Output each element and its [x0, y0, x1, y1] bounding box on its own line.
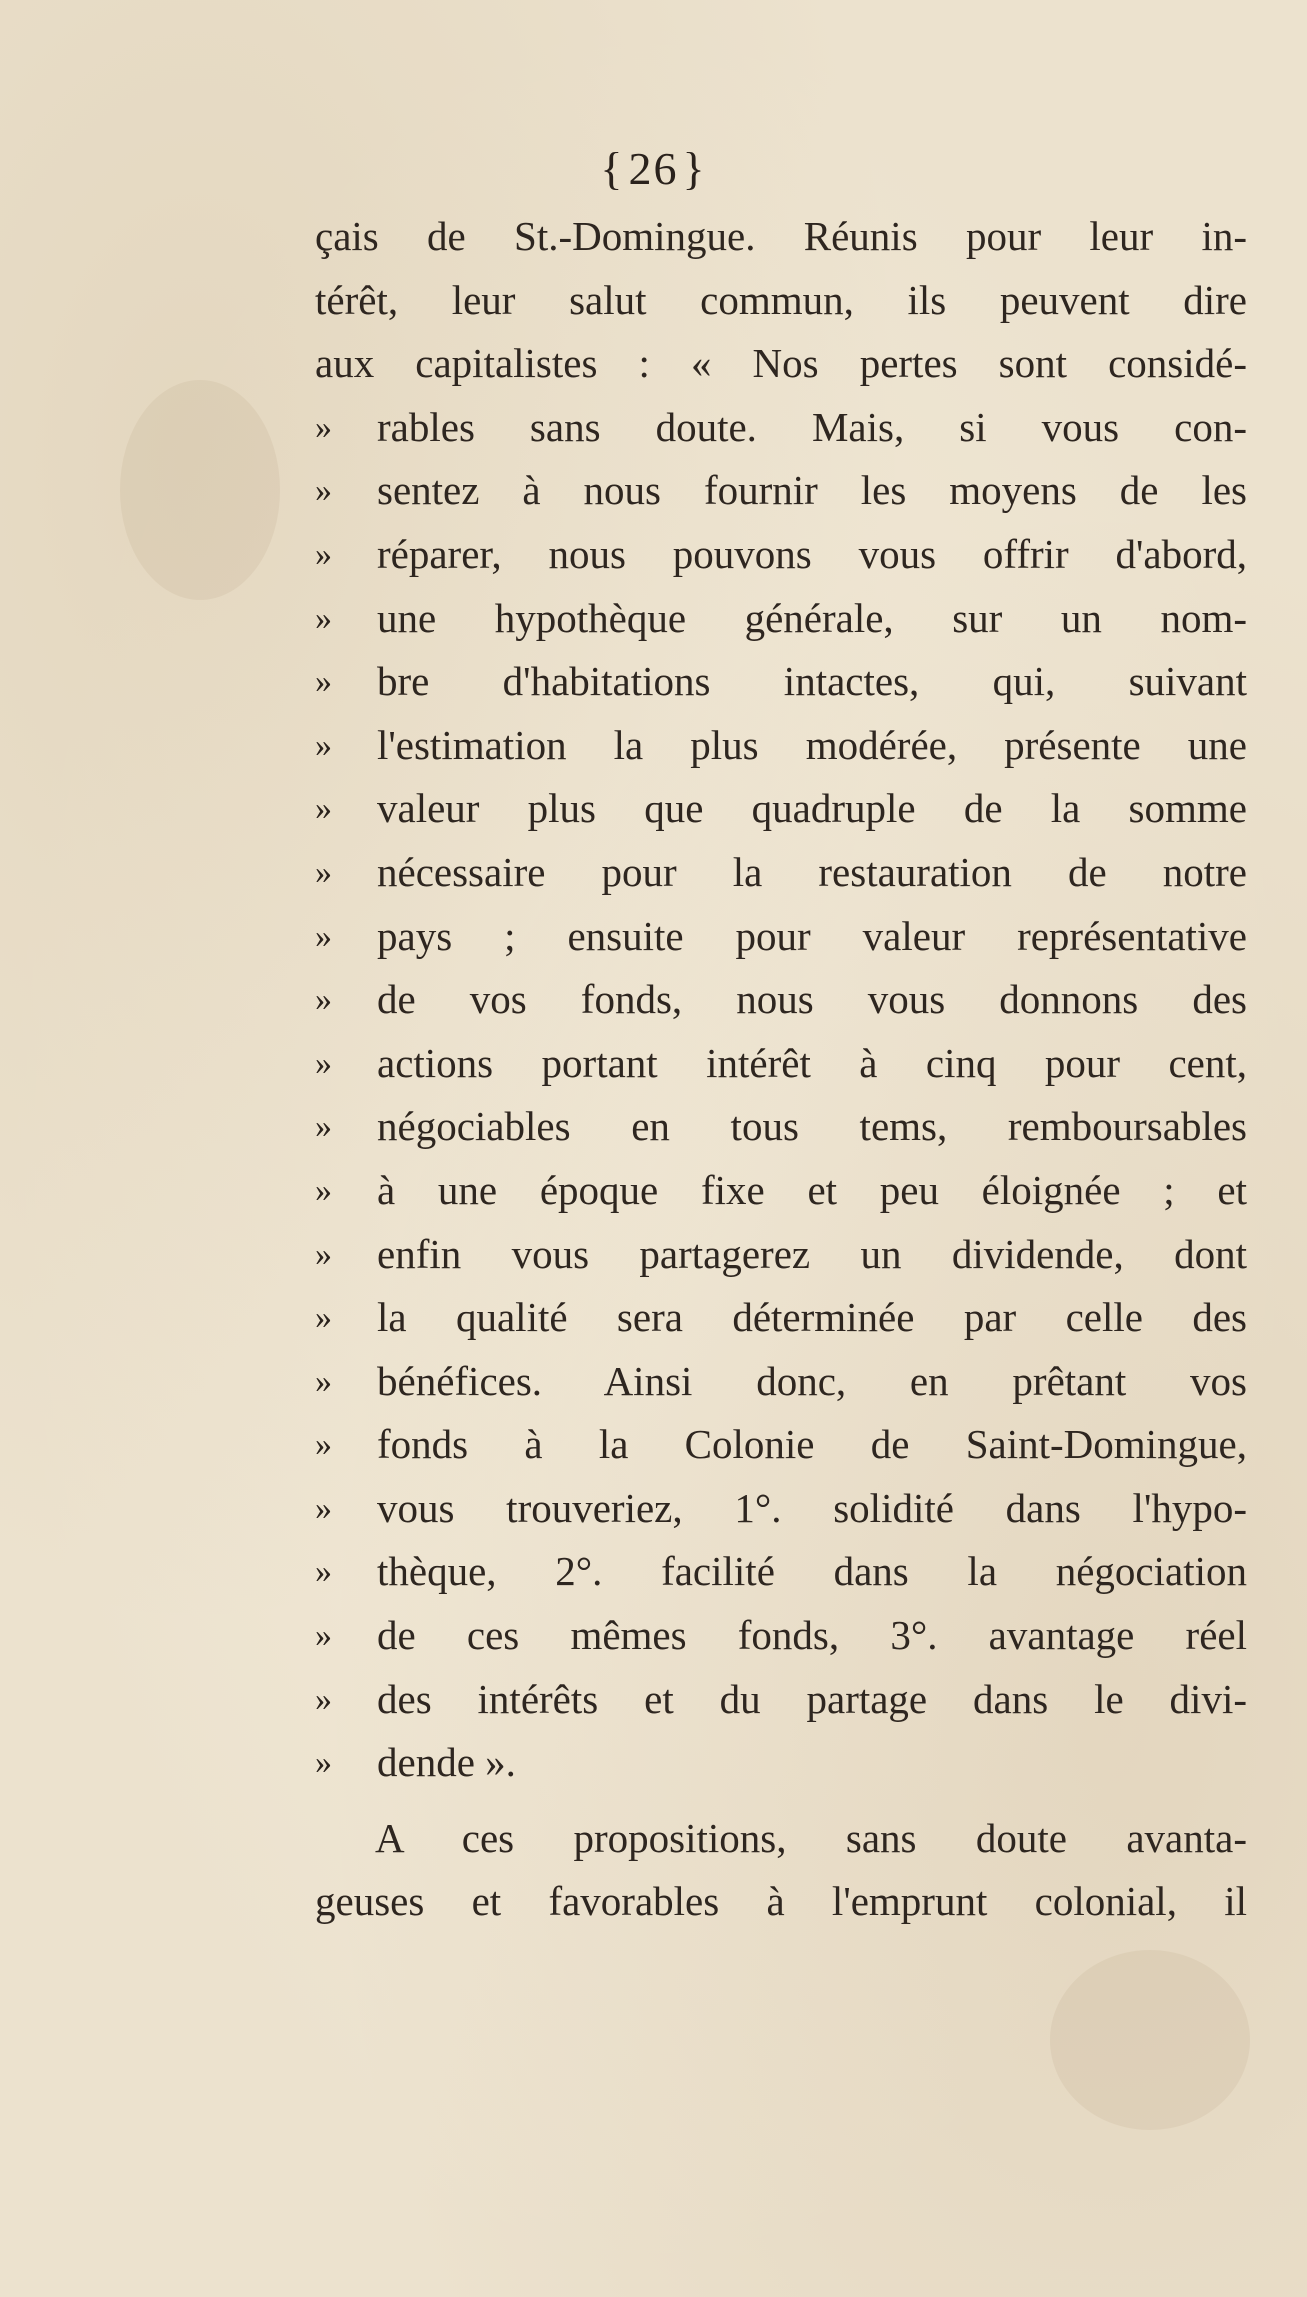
line-text: à une époque fixe et peu éloignée ; et [377, 1166, 1247, 1213]
line-text: valeur plus que quadruple de la somme [377, 785, 1247, 832]
quote-mark: » [315, 663, 332, 701]
body-text [315, 205, 1247, 1934]
line-text: çais de St.-Domingue. Réunis pour leur in- [315, 213, 1247, 259]
quoted-line [315, 1095, 1247, 1159]
line-text: sentez à nous fournir les moyens de les [377, 467, 1247, 514]
page-number-value: 26 [628, 143, 679, 194]
line-text: geuses et favorables à l'emprunt colonial, il [315, 1878, 1247, 1925]
text-line [315, 332, 1247, 396]
quote-mark: » [315, 1299, 332, 1337]
quoted-line [315, 396, 1247, 460]
quoted-line [315, 1159, 1247, 1223]
line-text: des intérêts et du partage dans le divi- [377, 1675, 1247, 1722]
quoted-line [315, 523, 1247, 587]
line-text: rables sans doute. Mais, si vous con- [377, 403, 1247, 450]
paragraph-line [315, 1807, 1247, 1871]
line-text: enfin vous partagerez un dividende, dont [377, 1230, 1247, 1277]
quote-mark: » [315, 1235, 332, 1273]
line-text: thèque, 2°. facilité dans la négociation [377, 1548, 1247, 1595]
quoted-line [315, 1413, 1247, 1477]
line-text: A ces propositions, sans doute avanta- [375, 1814, 1247, 1861]
quote-mark: » [315, 599, 332, 637]
quote-mark: » [315, 726, 332, 764]
quote-mark: » [315, 981, 332, 1019]
quote-mark: » [315, 853, 332, 891]
quote-mark: » [315, 1553, 332, 1591]
quote-mark: » [315, 535, 332, 573]
quoted-line [315, 1668, 1247, 1732]
quoted-line [315, 905, 1247, 969]
quoted-line [315, 1731, 1247, 1795]
text-line [315, 205, 1247, 269]
line-text: l'estimation la plus modérée, présente une [377, 721, 1247, 768]
quoted-line [315, 1286, 1247, 1350]
quote-mark: » [315, 1108, 332, 1146]
line-text: bre d'habitations intactes, qui, suivant [377, 658, 1247, 705]
quote-mark: » [315, 1744, 332, 1782]
line-text: la qualité sera déterminée par celle des [377, 1294, 1247, 1341]
line-text: vous trouveriez, 1°. solidité dans l'hypo- [377, 1484, 1247, 1531]
quote-mark: » [315, 917, 332, 955]
line-text: de ces mêmes fonds, 3°. avantage réel [377, 1612, 1247, 1659]
quoted-line [315, 1477, 1247, 1541]
line-text: une hypothèque générale, sur un nom- [377, 594, 1247, 641]
quoted-line [315, 841, 1247, 905]
paper-stain [1050, 1950, 1250, 2130]
line-text: pays ; ensuite pour valeur représentative [377, 912, 1247, 959]
quoted-line [315, 714, 1247, 778]
line-text: fonds à la Colonie de Saint-Domingue, [377, 1421, 1247, 1468]
quoted-line [315, 650, 1247, 714]
line-text: réparer, nous pouvons vous offrir d'abord, [377, 530, 1247, 577]
text-line [315, 269, 1247, 333]
quoted-line [315, 1540, 1247, 1604]
quoted-line [315, 587, 1247, 651]
line-text: aux capitalistes : « Nos pertes sont considé- [315, 340, 1247, 387]
quote-mark: » [315, 472, 332, 510]
quote-mark: » [315, 1044, 332, 1082]
quote-mark: » [315, 1362, 332, 1400]
line-text: dende ». [377, 1739, 516, 1786]
line-text: négociables en tous tems, remboursables [377, 1103, 1247, 1150]
quote-mark: » [315, 790, 332, 828]
line-text: nécessaire pour la restauration de notre [377, 848, 1247, 895]
quote-mark: » [315, 408, 332, 446]
folio-bracket-close: } [682, 143, 707, 194]
quote-mark: » [315, 1680, 332, 1718]
line-text: actions portant intérêt à cinq pour cent, [377, 1039, 1247, 1086]
quote-mark: » [315, 1617, 332, 1655]
quoted-line [315, 1223, 1247, 1287]
quoted-line [315, 968, 1247, 1032]
quoted-line [315, 777, 1247, 841]
quoted-line [315, 459, 1247, 523]
line-text: de vos fonds, nous vous donnons des [377, 976, 1247, 1023]
page-number [0, 142, 1307, 195]
line-text: bénéfices. Ainsi donc, en prêtant vos [377, 1357, 1247, 1404]
quote-mark: » [315, 1171, 332, 1209]
line-text: térêt, leur salut commun, ils peuvent dire [315, 276, 1247, 323]
quote-mark: » [315, 1489, 332, 1527]
quoted-line [315, 1032, 1247, 1096]
paragraph-line [315, 1870, 1247, 1934]
folio-bracket-open: { [600, 143, 625, 194]
quoted-line [315, 1350, 1247, 1414]
quoted-line [315, 1604, 1247, 1668]
quote-mark: » [315, 1426, 332, 1464]
paper-stain [120, 380, 280, 600]
